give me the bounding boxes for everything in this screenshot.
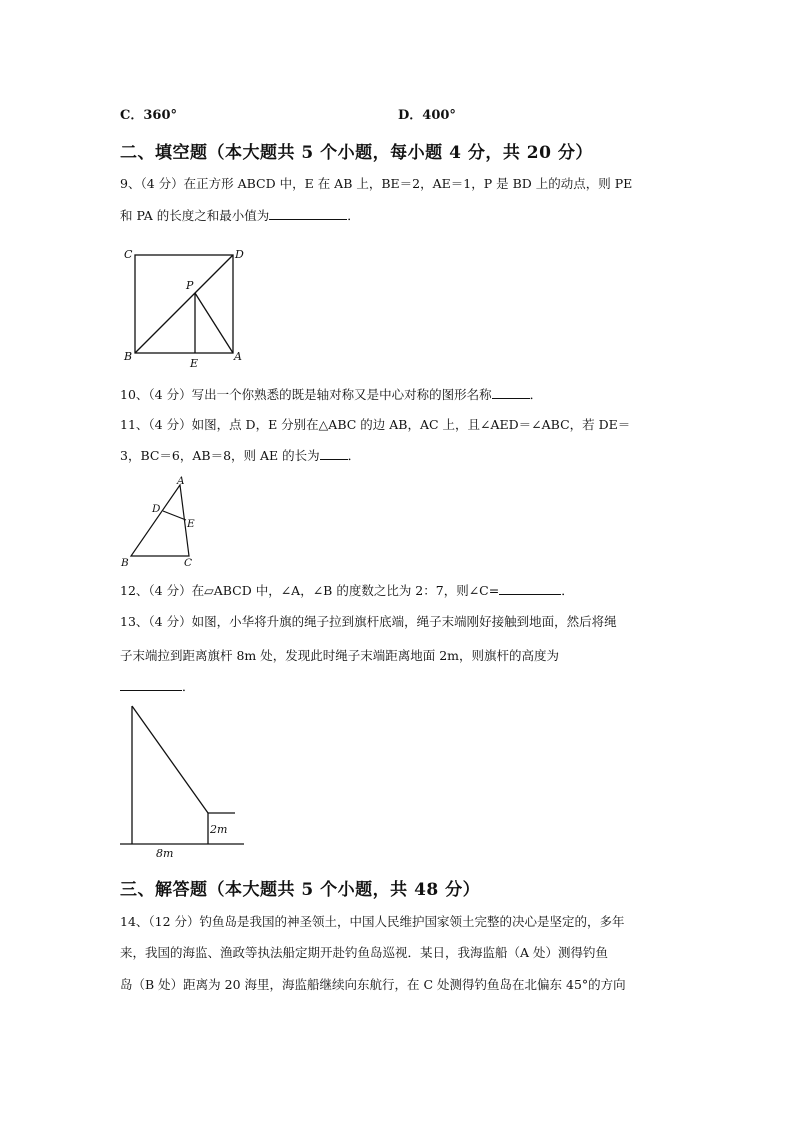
q11-line1: 11、（4 分）如图，点 D，E 分别在△ABC 的边 AB，AC 上，且∠AED＝∠ABC，若 DE＝ xyxy=(120,417,631,432)
q10-text: 10、（4 分）写出一个你熟悉的既是轴对称又是中心对称的图形名称 xyxy=(120,387,492,402)
segment-pa xyxy=(195,293,233,353)
q12-end: ． xyxy=(561,583,574,598)
label-d: D xyxy=(235,248,244,261)
label-b: B xyxy=(124,350,133,363)
q12-line xyxy=(120,580,574,601)
q11-answer-blank[interactable] xyxy=(320,445,348,460)
q12-answer-blank[interactable] xyxy=(499,580,561,595)
q13-line2: 子末端拉到距离旗杆 8m 处，发现此时绳子末端距离地面 2m，则旗杆的高度为 xyxy=(120,648,560,663)
section-2-title: 二、填空题（本大题共 5 个小题，每小题 4 分，共 20 分） xyxy=(120,143,593,163)
label-a: A xyxy=(234,350,242,363)
q11-line2-text: 3，BC＝6，AB＝8，则 AE 的长为 xyxy=(120,448,320,463)
q10-end: ． xyxy=(529,387,543,402)
option-c: C．360° xyxy=(120,108,177,123)
q14-line1: 14、（12 分）钓鱼岛是我国的神圣领土，中国人民维护国家领土完整的决心是坚定的，多年 xyxy=(120,914,625,929)
rope xyxy=(132,706,208,813)
triangle-abc xyxy=(131,485,189,556)
base-label: 8m xyxy=(156,847,174,860)
label-c: C xyxy=(124,248,133,261)
diagonal-bd xyxy=(135,255,233,353)
label-p: P xyxy=(186,279,194,292)
q13-line3 xyxy=(120,676,195,697)
q10-line xyxy=(120,384,542,405)
section-3-title: 三、解答题（本大题共 5 个小题，共 48 分） xyxy=(120,880,481,900)
q13-answer-blank[interactable] xyxy=(120,676,182,691)
height-label: 2m xyxy=(210,823,228,836)
option-d: D．400° xyxy=(398,108,456,123)
q11-triangle-figure xyxy=(118,476,204,568)
q14-line2: 来，我国的海监、渔政等执法船定期开赴钓鱼岛巡视．某日，我海监船（A 处）测得钓鱼 xyxy=(120,945,609,960)
label-a: A xyxy=(177,476,185,487)
label-c: C xyxy=(184,557,193,568)
q11-line2-end: ． xyxy=(347,448,361,463)
q12-text: 12、（4 分）在▱ABCD 中，∠A，∠B 的度数之比为 2：7，则∠C= xyxy=(120,583,500,598)
q13-end: ． xyxy=(182,679,195,694)
q9-line2 xyxy=(120,205,360,226)
q9-line1: 9、（4 分）在正方形 ABCD 中，E 在 AB 上，BE＝2，AE＝1，P 是 BD 上的动点，则 PE xyxy=(120,176,633,191)
label-e: E xyxy=(187,518,195,530)
q9-square-figure xyxy=(120,244,250,370)
segment-de xyxy=(163,511,186,520)
q11-line2 xyxy=(120,445,360,466)
q13-line1: 13、（4 分）如图，小华将升旗的绳子拉到旗杆底端，绳子末端刚好接触到地面，然后将绳 xyxy=(120,614,617,629)
q10-answer-blank[interactable] xyxy=(492,384,530,399)
label-e: E xyxy=(190,357,199,370)
q9-line2-end: ． xyxy=(347,208,360,223)
label-b: B xyxy=(121,557,129,568)
q14-line3: 岛（B 处）距离为 20 海里，海监船继续向东航行，在 C 处测得钓鱼岛在北偏东 45°的方向 xyxy=(120,977,626,992)
q9-answer-blank[interactable] xyxy=(269,205,347,220)
label-d: D xyxy=(152,503,161,515)
q13-flagpole-figure xyxy=(118,700,248,862)
q9-line2-text: 和 PA 的长度之和最小值为 xyxy=(120,208,270,223)
